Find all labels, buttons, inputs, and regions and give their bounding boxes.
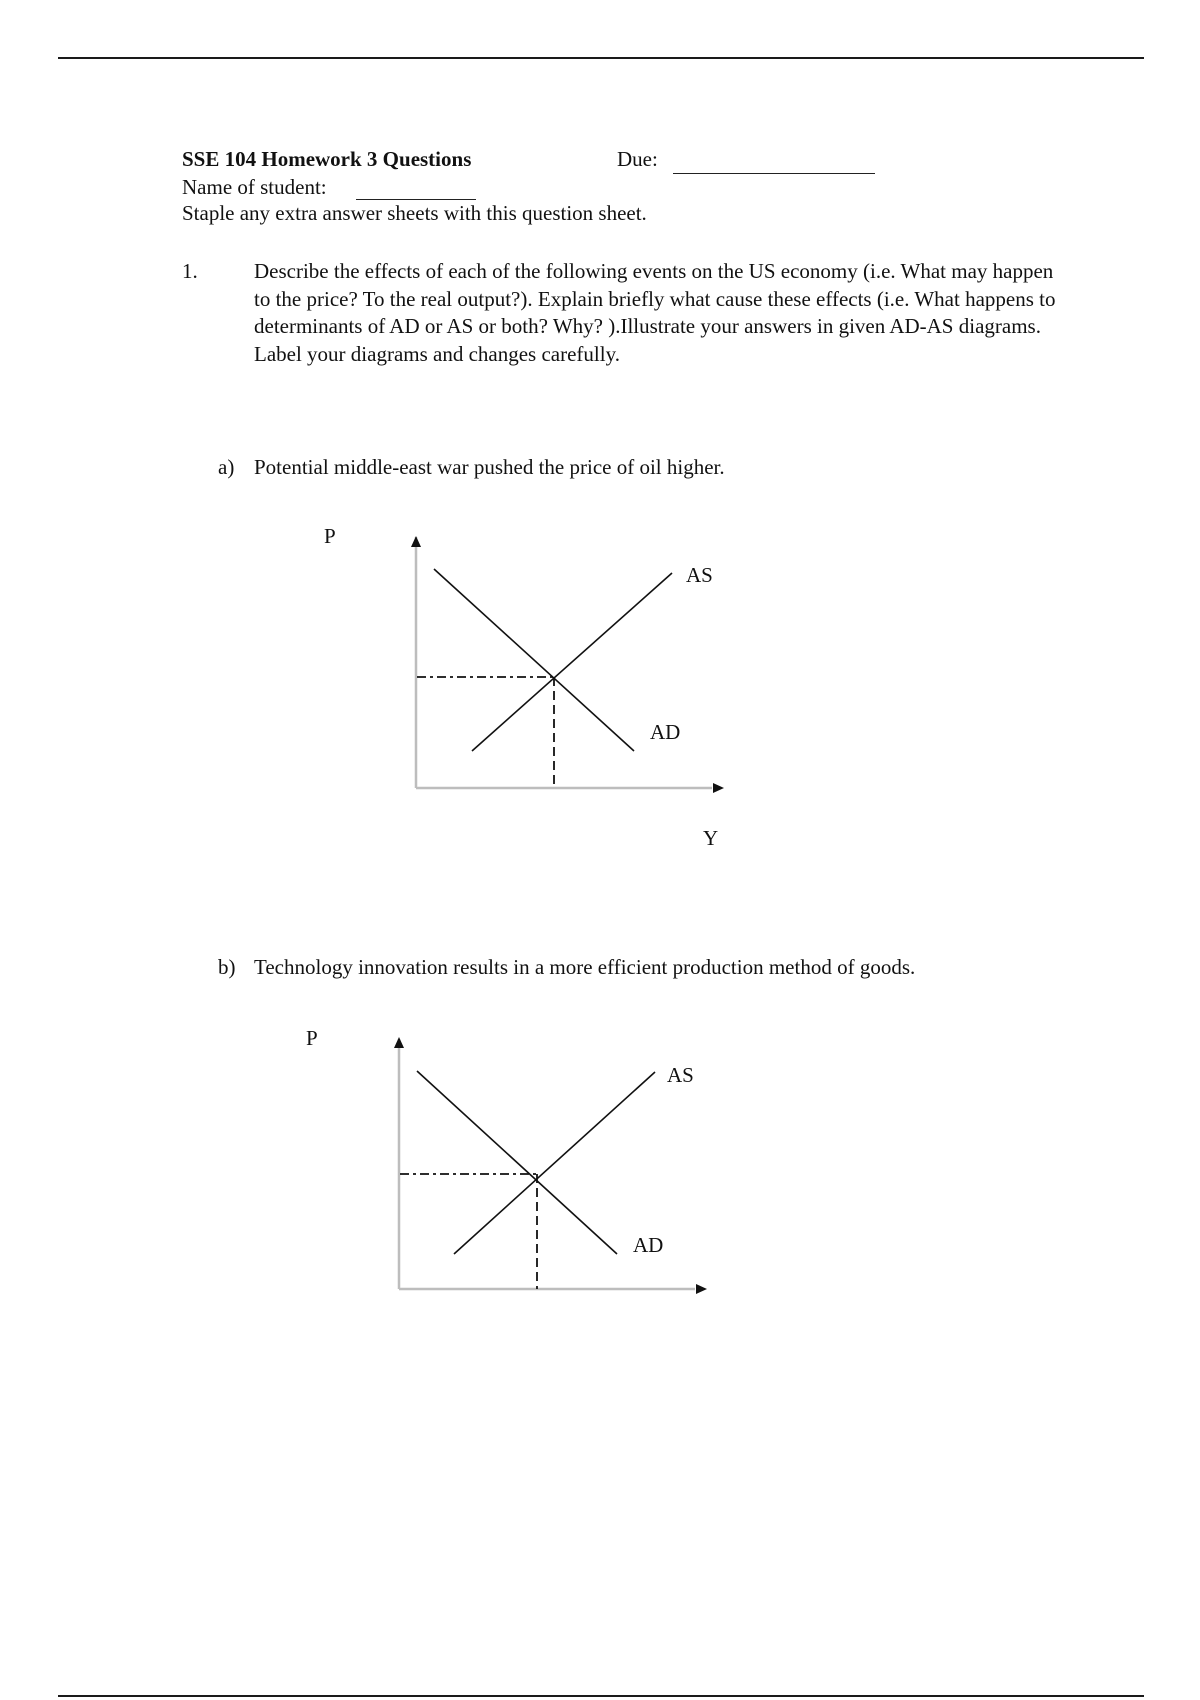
as-label: AS	[667, 1063, 694, 1087]
ad-as-diagram-b	[300, 1020, 750, 1320]
price-axis-label: P	[324, 524, 336, 548]
staple-instruction: Staple any extra answer sheets with this question sheet.	[182, 201, 647, 225]
ad-label: AD	[633, 1233, 664, 1257]
due-date-blank[interactable]	[673, 173, 875, 174]
ad-curve	[434, 569, 634, 751]
homework-title: SSE 104 Homework 3 Questions	[182, 147, 472, 171]
due-label: Due:	[617, 147, 658, 171]
output-axis-label: Y	[703, 826, 719, 850]
ad-as-diagram-a	[300, 520, 750, 850]
ad-curve	[417, 1071, 617, 1254]
output-axis-arrow-icon	[696, 1284, 707, 1294]
part-a-text: Potential middle-east war pushed the price of oil higher.	[254, 455, 725, 479]
price-axis-label: P	[306, 1026, 318, 1050]
part-b-text: Technology innovation results in a more efficient production method of goods.	[254, 955, 916, 979]
ad-label: AD	[650, 720, 681, 744]
question-text: Describe the effects of each of the following events on the US economy (i.e. What may happen to the price? To the real output?). Explain briefly what cause these effects (i.e. What happens to determinants of AD or AS or both? Why? ).Illustrate your answers in given AD-AS diagrams. Label your diagrams and changes carefully.	[254, 259, 1056, 366]
question-number: 1.	[182, 259, 198, 283]
as-curve	[454, 1072, 655, 1254]
top-rule	[58, 57, 1144, 59]
bottom-rule	[58, 1695, 1144, 1697]
as-curve	[472, 573, 672, 751]
part-b-label: b)	[218, 955, 236, 979]
price-axis-arrow-icon	[411, 536, 421, 547]
as-label: AS	[686, 563, 713, 587]
output-axis-arrow-icon	[713, 783, 724, 793]
student-name-label: Name of student:	[182, 175, 327, 199]
price-axis-arrow-icon	[394, 1037, 404, 1048]
part-a-label: a)	[218, 455, 235, 479]
